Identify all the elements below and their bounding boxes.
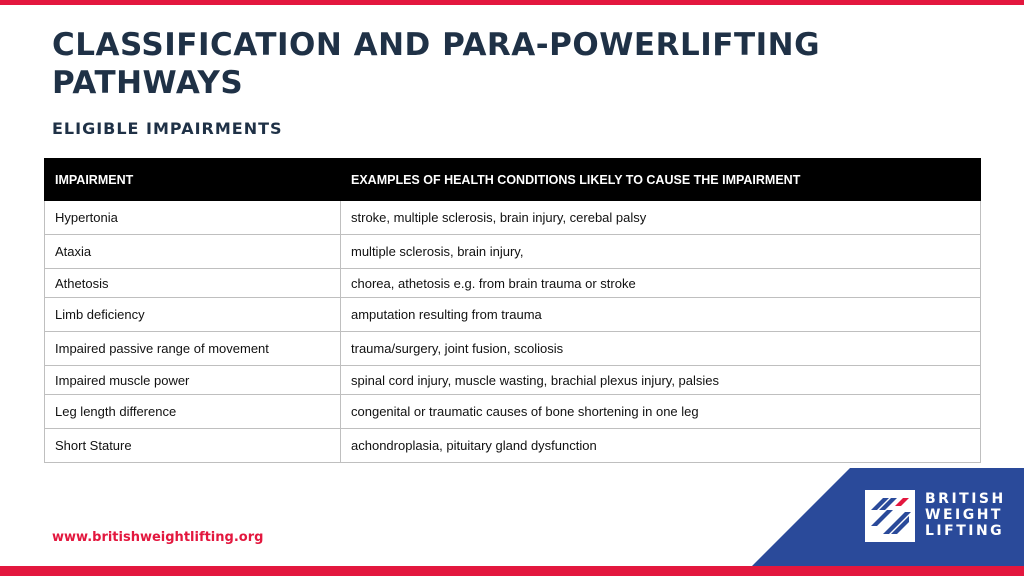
examples-cell: spinal cord injury, muscle wasting, brachial plexus injury, palsies xyxy=(341,366,981,395)
table-row xyxy=(45,269,981,298)
page-title: CLASSIFICATION AND PARA-POWERLIFTING PATHWAYS xyxy=(52,27,821,101)
table-row xyxy=(45,332,981,366)
impairment-cell: Impaired muscle power xyxy=(45,366,341,395)
impairment-cell: Hypertonia xyxy=(45,201,341,235)
impairments-table xyxy=(44,158,981,463)
impairment-cell: Athetosis xyxy=(45,269,341,298)
table-row xyxy=(45,235,981,269)
logo-line-lifting: LIFTING xyxy=(925,523,1005,539)
logo-line-british: BRITISH xyxy=(925,491,1006,507)
examples-cell: achondroplasia, pituitary gland dysfunction xyxy=(341,429,981,463)
examples-cell: amputation resulting from trauma xyxy=(341,298,981,332)
impairment-cell: Ataxia xyxy=(45,235,341,269)
impairment-cell: Impaired passive range of movement xyxy=(45,332,341,366)
column-header-examples: EXAMPLES OF HEALTH CONDITIONS LIKELY TO CAUSE THE IMPAIRMENT xyxy=(341,159,981,201)
website-link[interactable]: www.britishweightlifting.org xyxy=(52,530,264,545)
table-row xyxy=(45,395,981,429)
table-row xyxy=(45,201,981,235)
impairment-cell: Short Stature xyxy=(45,429,341,463)
impairment-cell: Limb deficiency xyxy=(45,298,341,332)
impairment-cell: Leg length difference xyxy=(45,395,341,429)
table-row xyxy=(45,366,981,395)
column-header-impairment: IMPAIRMENT xyxy=(45,159,341,201)
section-subtitle: ELIGIBLE IMPAIRMENTS xyxy=(52,119,283,138)
examples-cell: stroke, multiple sclerosis, brain injury, cerebal palsy xyxy=(341,201,981,235)
examples-cell: congenital or traumatic causes of bone shortening in one leg xyxy=(341,395,981,429)
examples-cell: multiple sclerosis, brain injury, xyxy=(341,235,981,269)
logo-line-weight: WEIGHT xyxy=(925,507,1003,523)
bwl-logo-mark-icon xyxy=(865,490,915,542)
examples-cell: chorea, athetosis e.g. from brain trauma or stroke xyxy=(341,269,981,298)
top-accent-bar xyxy=(0,0,1024,5)
table-row xyxy=(45,429,981,463)
bottom-accent-bar xyxy=(0,566,1024,576)
logo-wordmark xyxy=(925,491,1006,539)
examples-cell: trauma/surgery, joint fusion, scoliosis xyxy=(341,332,981,366)
table-header-row xyxy=(45,159,981,201)
table-row xyxy=(45,298,981,332)
